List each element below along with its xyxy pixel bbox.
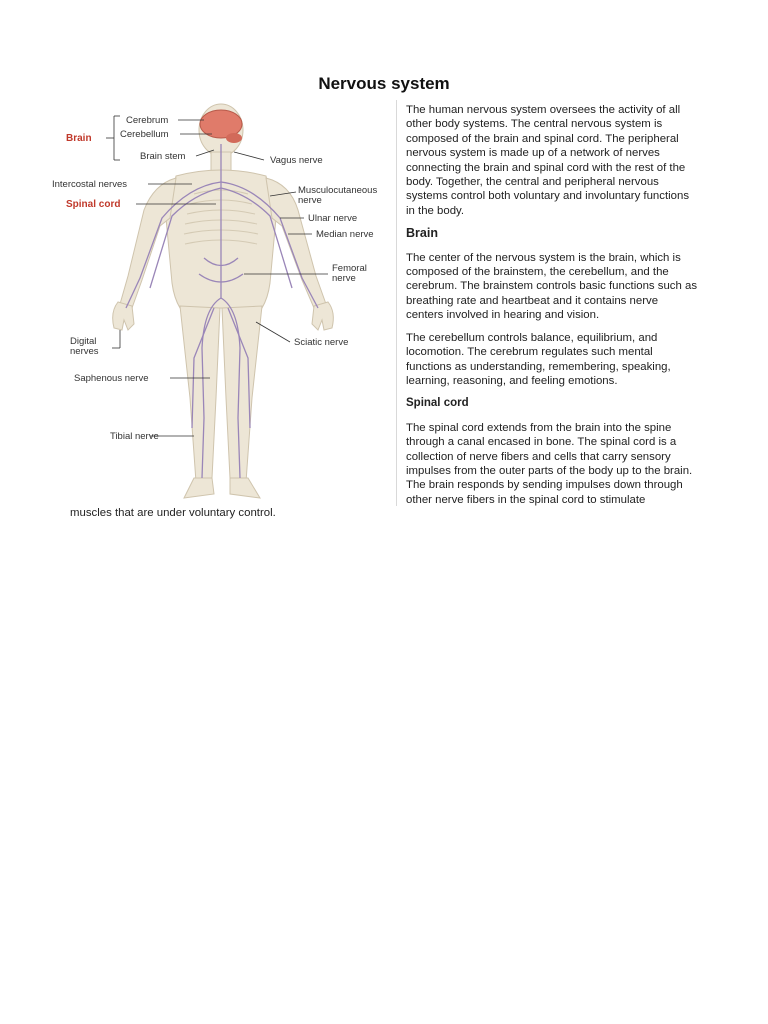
label-digital-1: Digital	[70, 336, 97, 347]
nervous-system-diagram	[44, 98, 394, 508]
left-leg	[180, 306, 220, 482]
label-spinal-cord: Spinal cord	[66, 199, 121, 210]
label-vagus-nerve: Vagus nerve	[270, 155, 323, 166]
left-foot	[184, 478, 214, 498]
label-musculocutaneous-2: nerve	[298, 195, 322, 206]
label-ulnar-nerve: Ulnar nerve	[308, 213, 358, 224]
continuation-text: muscles that are under voluntary control.	[70, 507, 276, 519]
label-femoral-2: nerve	[332, 273, 356, 284]
text-column	[406, 103, 698, 515]
label-sciatic-nerve: Sciatic nerve	[294, 337, 349, 348]
page-title: Nervous system	[318, 74, 450, 93]
brain-heading: Brain	[406, 226, 438, 241]
label-tibial-nerve: Tibial nerve	[110, 431, 159, 442]
cerebellum-shape	[226, 133, 242, 143]
right-leg	[222, 306, 262, 482]
brain-paragraph-1: The center of the nervous system is the brain, which is composed of the brainstem, the cerebellum, and the cerebrum. The brainstem controls basic functions such as breathing rate and heartbeat and it contains nerve centers involved in hearing and vision.	[406, 251, 698, 322]
label-saphenous-nerve: Saphenous nerve	[74, 373, 149, 384]
column-divider	[396, 100, 397, 506]
spinal-cord-paragraph: The spinal cord extends from the brain into the spine through a canal encased in bone. The spinal cord is a collection of nerve fibers and cells that carry sensory impulses from the outer parts of the body up to the brain. The brain responds by sending impulses down through other nerve fibers in the spinal cord to stimulate	[406, 421, 693, 506]
label-femoral-1: Femoral	[332, 263, 367, 274]
label-musculocutaneous-1: Musculocutaneous	[298, 185, 378, 196]
diagram-svg	[44, 98, 394, 508]
label-brain-stem: Brain stem	[140, 151, 186, 162]
left-hand	[113, 302, 134, 330]
label-cerebellum: Cerebellum	[120, 129, 169, 140]
label-cerebrum: Cerebrum	[126, 115, 169, 126]
spinal-cord-heading: Spinal cord	[406, 397, 469, 410]
intro-paragraph: The human nervous system oversees the activity of all other body systems. The central nervous system is composed of the brain and spinal cord. The peripheral nervous system is made up of a network of nerves connecting the brain and spinal cord with the rest of the body. Together, the central and peripheral nervous systems control both voluntary and involuntary functions in the body.	[406, 104, 690, 217]
label-brain: Brain	[66, 133, 92, 144]
label-digital-2: nerves	[70, 346, 99, 357]
left-arm	[120, 178, 176, 308]
brain-paragraph-2: The cerebellum controls balance, equilibrium, and locomotion. The cerebrum regulates such mental functions as understanding, remembering, speaking, learning, reasoning, and feeling emotions.	[406, 331, 671, 387]
label-median-nerve: Median nerve	[316, 229, 374, 240]
right-hand	[312, 302, 333, 330]
right-foot	[230, 478, 260, 498]
label-intercostal-nerves: Intercostal nerves	[52, 179, 127, 190]
